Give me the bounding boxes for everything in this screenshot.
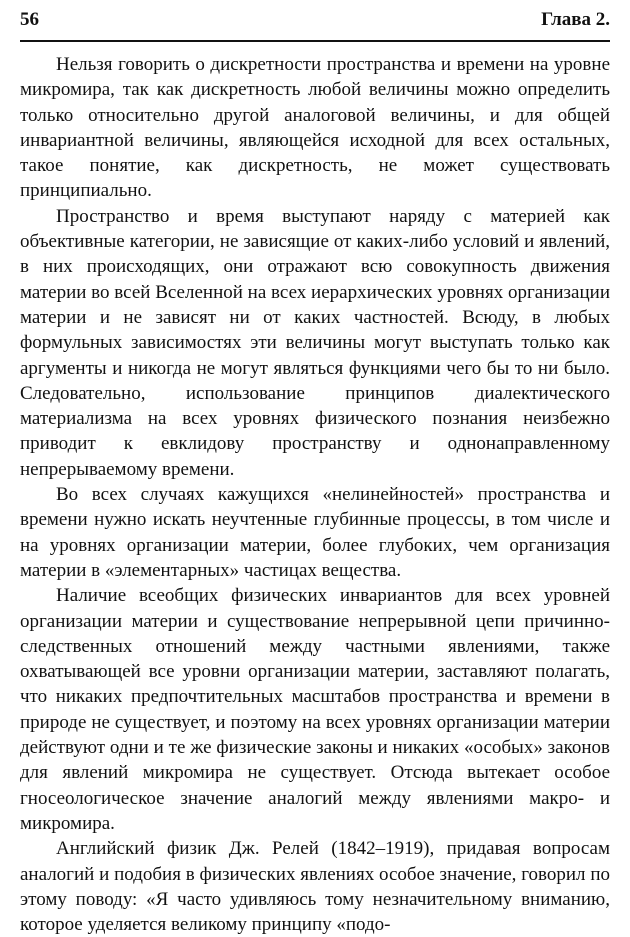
body-text (20, 52, 610, 937)
paragraph: Английский физик Дж. Релей (1842–1919), придавая вопросам аналогий и подобия в физических явлениях особое значение, говорил по этому поводу: «Я часто удивляюсь тому незначительному вниманию, которое уделяется великому принципу «подо- (20, 838, 610, 936)
paragraph: Во всех случаях кажущихся «нелинейностей» пространства и времени нужно искать неучтенные глубинные процессы, в том числе и на уровнях организации материи, более глубоких, чем организация материи в «элементарных» частицах вещества. (20, 484, 610, 581)
paragraph: Наличие всеобщих физических инвариантов для всех уровней организации материи и существование непрерывной цепи причинно-следственных отношений между частными явлениями, также охватывающей все уровни организации материи, заставляют полагать, что никаких предпочтительных масштабов пространства и времени в природе не существует, и поэтому на всех уровнях организации материи действуют одни и те же физические законы и никаких «особых» законов для явлений микромира не существует. Отсюда вытекает особое гносеологическое значение аналогий между явлениями макро- и микромира. (20, 585, 610, 834)
paragraph: Нельзя говорить о дискретности пространства и времени на уровне микромира, так как дискретность любой величины можно определить только относительно другой аналоговой величины, и для общей инвариантной величины, являющейся исходной для всех остальных, такое понятие, как дискретность, не может существовать принципиально. (20, 54, 610, 202)
running-header (20, 8, 610, 34)
page-number: 56 (20, 9, 39, 30)
book-page (20, 8, 610, 936)
header-rule (20, 40, 610, 42)
paragraph: Пространство и время выступают наряду с материей как объективные категории, не зависящие от каких-либо условий и явлений, в них происходящих, они отражают всю совокупность движения материи во всей Вселенной на всех иерархических уровнях организации материи и не зависят ни от каких частностей. Всюду, в любых формульных зависимостях эти величины могут выступать только как аргументы и никогда не могут являться функциями чего бы то ни было. Следовательно, использование принципов диалектического материализма на всех уровнях физического познания неизбежно приводит к евклидову пространству и однонаправленному непрерываемому времени. (20, 205, 610, 480)
chapter-label: Глава 2. (541, 9, 610, 30)
